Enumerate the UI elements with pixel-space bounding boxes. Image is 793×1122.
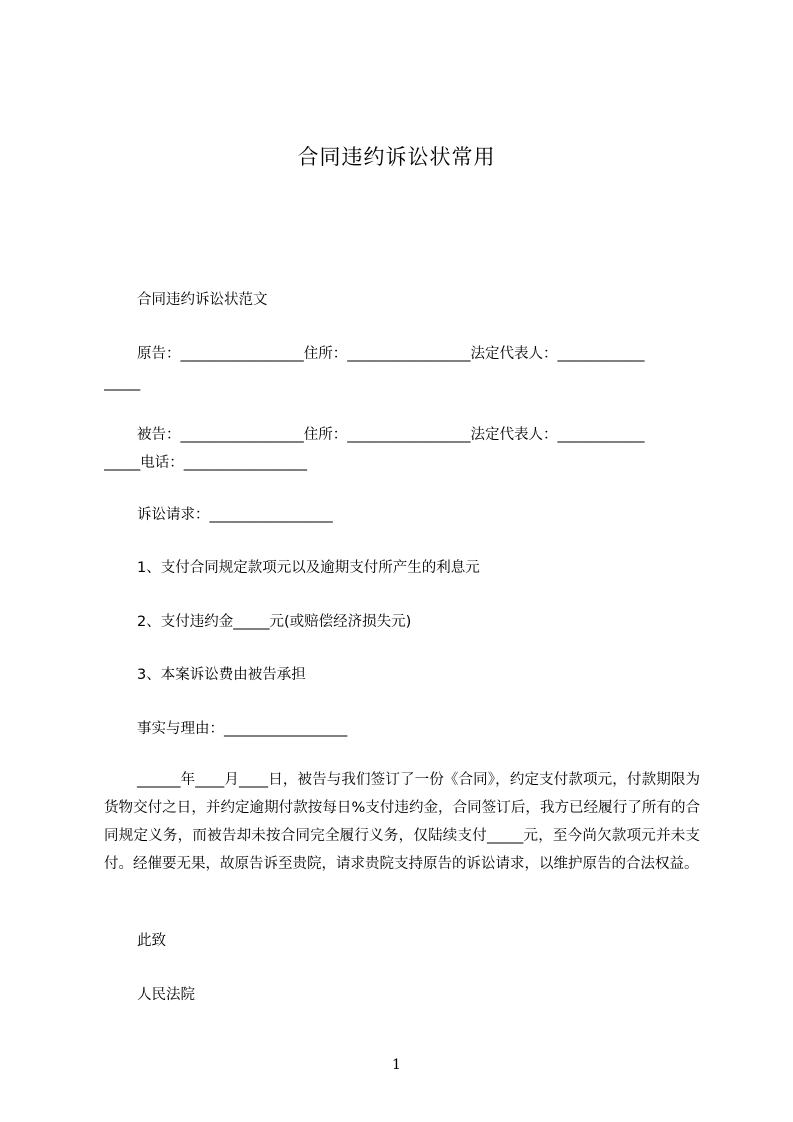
plaintiff-line-1: 原告：_________________住所：_________________法定代表人：____________: [137, 346, 645, 362]
plaintiff-line-2: _____: [104, 375, 141, 391]
closing-salutation: 此致: [137, 933, 166, 949]
closing-court: 人民法院: [137, 987, 195, 1003]
claim-item-3: 3、本案诉讼费由被告承担: [137, 667, 306, 683]
facts-heading: 事实与理由：_________________: [137, 721, 348, 737]
subtitle: 合同违约诉讼状范文: [137, 292, 268, 308]
claim-item-2: 2、支付违约金_____元(或赔偿经济损失元): [137, 614, 412, 630]
claim-item-1: 1、支付合同规定款项元以及逾期支付所产生的利息元: [137, 560, 480, 576]
claims-heading: 诉讼请求：_________________: [137, 507, 333, 523]
page-number: 1: [392, 1057, 401, 1073]
defendant-line-1: 被告：_________________住所：_________________法定代表人：____________: [137, 427, 645, 443]
document-title: 合同违约诉讼状常用: [297, 145, 496, 169]
defendant-line-2: _____电话：_________________: [104, 455, 307, 471]
facts-paragraph: ______年____月____日，被告与我们签订了一份《合同》，约定支付款项元，付款期限为货物交付之日，并约定逾期付款按每日%支付违约金，合同签订后，我方已经履行了所有的合同规定义务，而被告却未按合同完全履行义务，仅陆续支付_____元，至今尚欠款项元并未支付。经催要无果，故原告诉至贵院，请求贵院支持原告的诉讼请求，以维护原告的合法权益。: [104, 772, 700, 872]
